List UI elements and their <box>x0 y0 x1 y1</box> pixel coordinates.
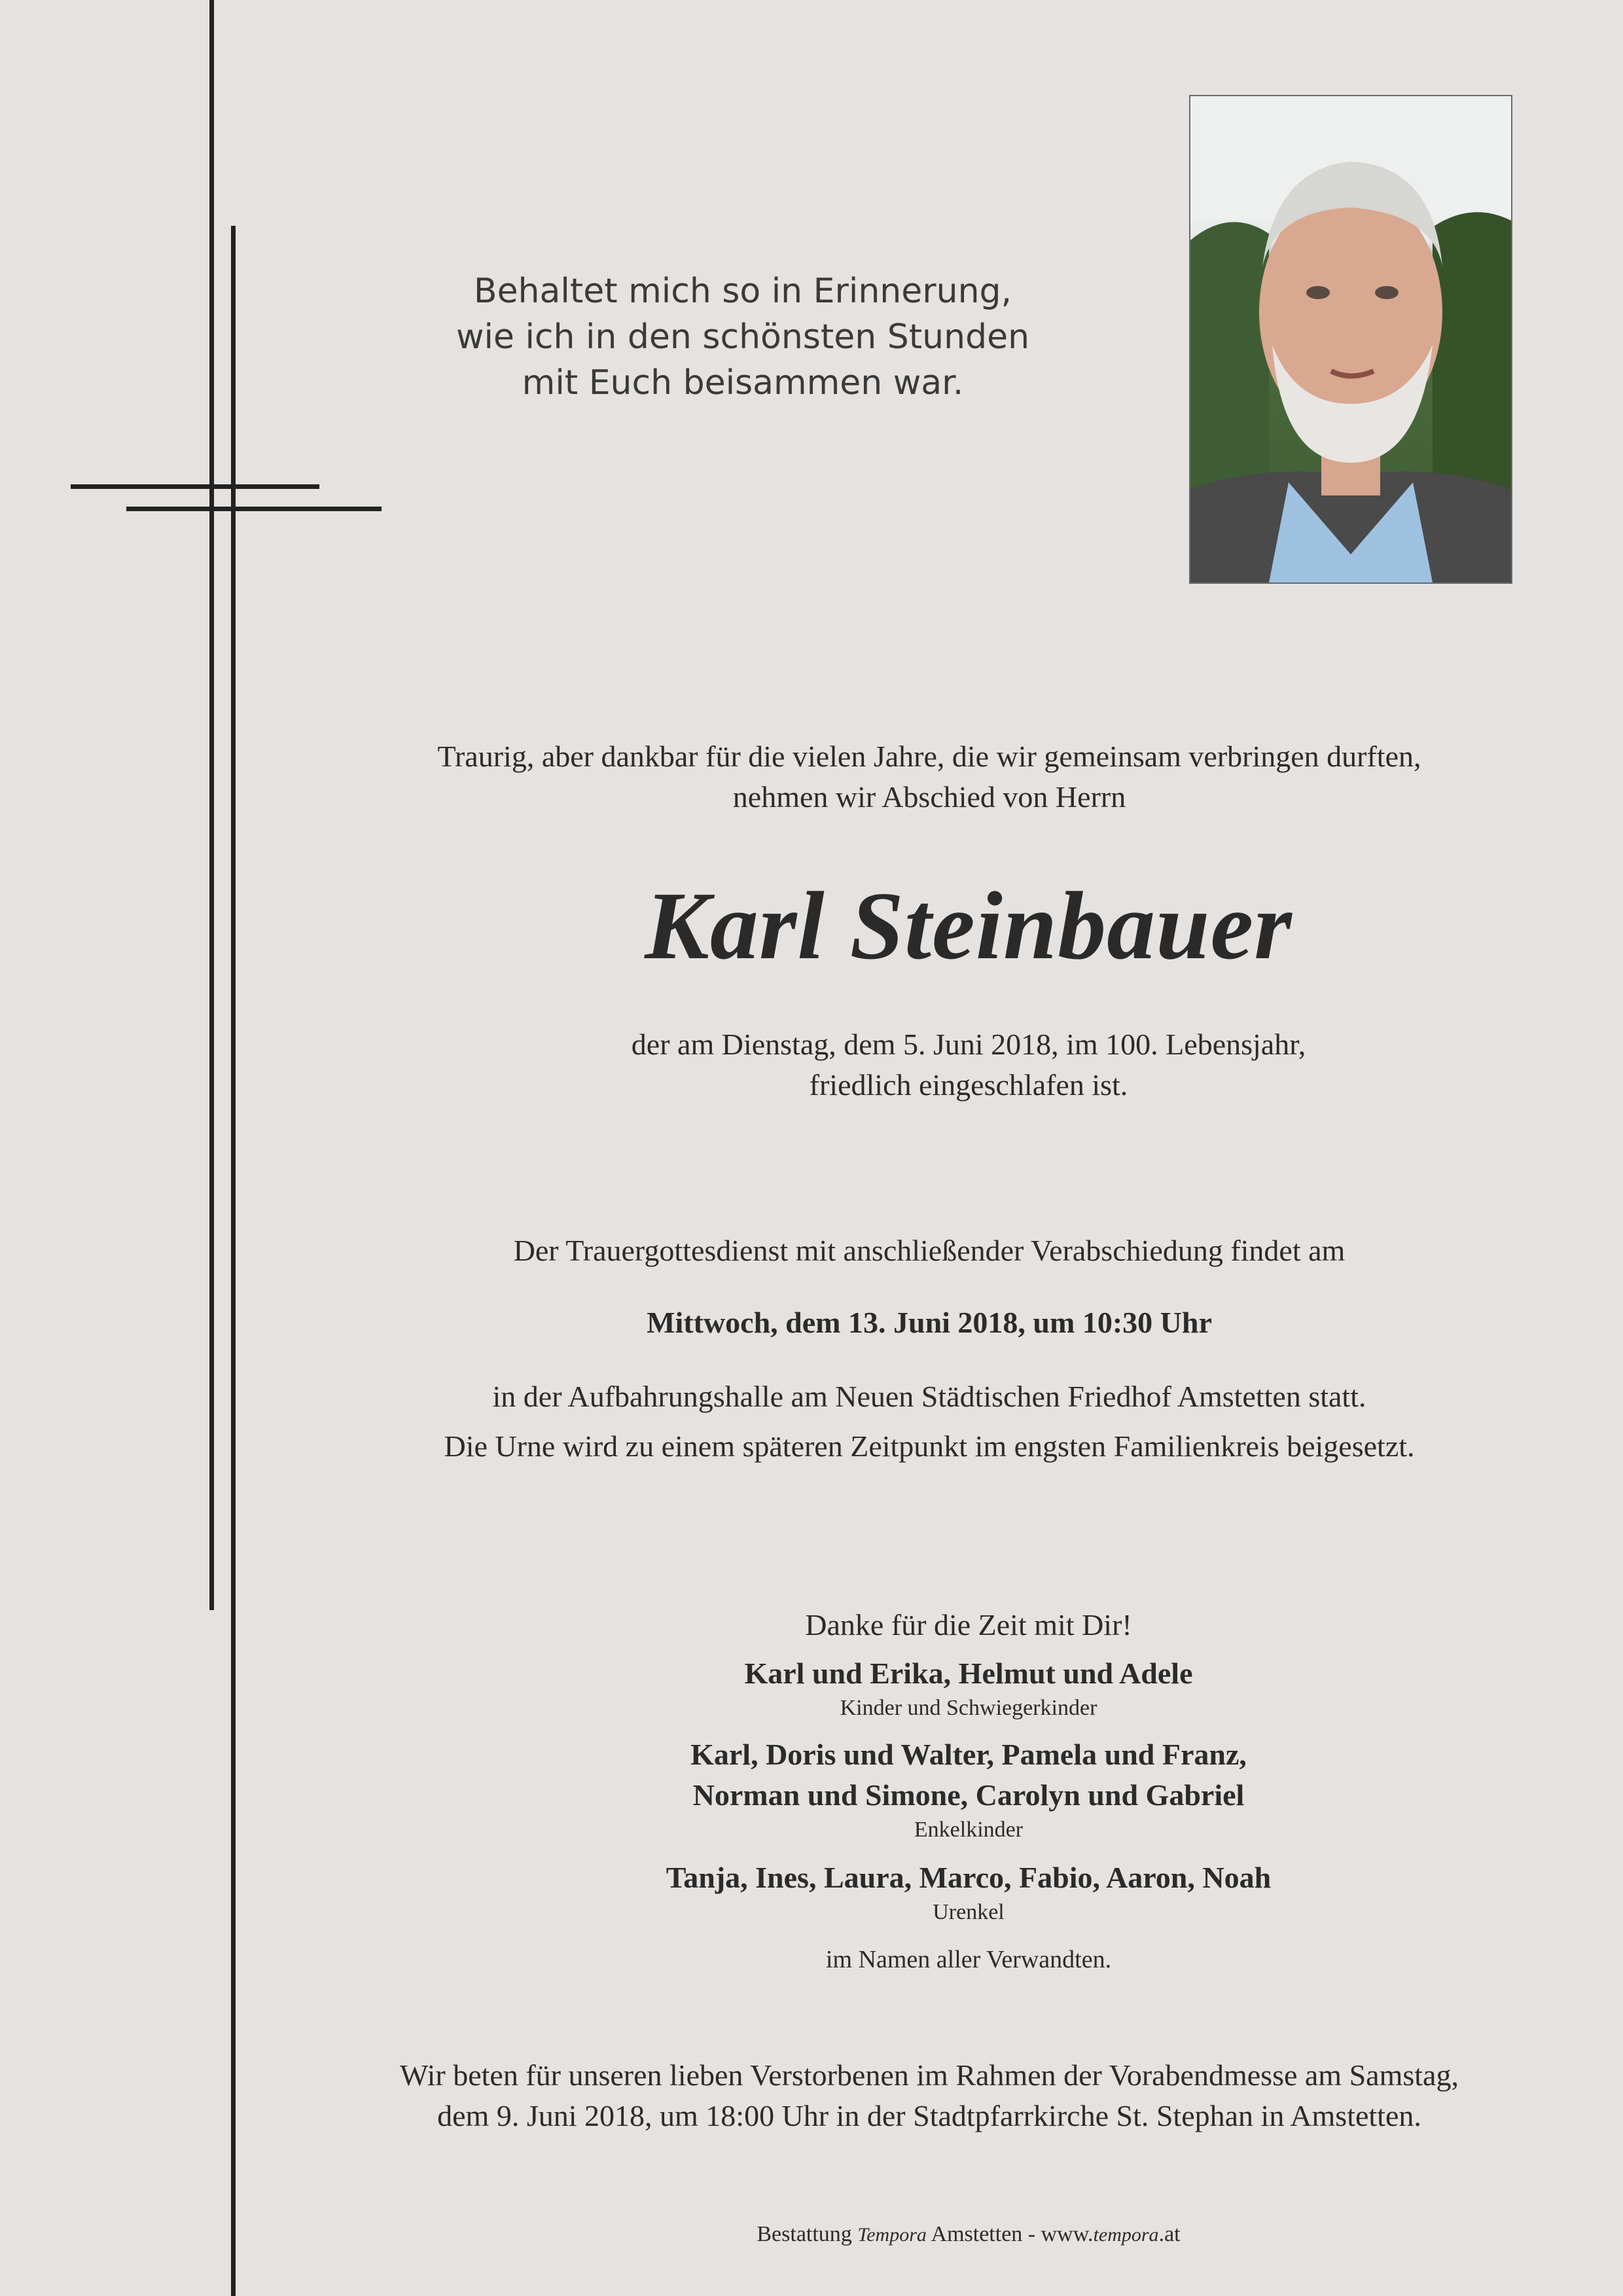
death-line-1: der am Dienstag, dem 5. Juni 2018, im 100. Lebensjahr, <box>631 1028 1306 1061</box>
service-details <box>366 1376 1492 1467</box>
footer-prefix: Bestattung <box>757 2222 852 2246</box>
service-intro: Der Trauergottesdienst mit anschließender Verabschiedung findet am <box>513 1234 1346 1267</box>
grandchildren-label: Enkelkinder <box>914 1818 1024 1842</box>
children-label: Kinder und Schwiegerkinder <box>840 1696 1097 1720</box>
prayer-line-1: Wir beten für unseren lieben Verstorbenen im Rahmen der Vorabendmesse am Samstag, <box>400 2058 1459 2092</box>
cross-right-vertical <box>231 226 236 2296</box>
footer-brand-logo: Tempora <box>857 2224 927 2246</box>
quote-line-1: Behaltet mich so in Erinnerung, <box>473 272 1012 311</box>
service-location: in der Aufbahrungshalle am Neuen Städtischen Friedhof Amstetten statt. <box>492 1380 1366 1413</box>
footer-middle: Amstetten - www. <box>931 2222 1094 2246</box>
footer-url-brand: tempora <box>1093 2224 1159 2246</box>
portrait-photo <box>1189 95 1512 584</box>
footer-suffix: .at <box>1158 2222 1181 2246</box>
mourners-block <box>458 1605 1479 1974</box>
intro-line-2: nehmen wir Abschied von Herrn <box>732 780 1126 814</box>
cross-lower-bar <box>126 507 382 511</box>
urn-notice: Die Urne wird zu einem späteren Zeitpunkt im engsten Familienkreis beigesetzt. <box>444 1429 1415 1463</box>
death-line-2: friedlich eingeschlafen ist. <box>809 1068 1128 1102</box>
memorial-quote <box>366 268 1119 406</box>
portrait-illustration <box>1190 96 1511 583</box>
children-names: Karl und Erika, Helmut und Adele <box>744 1657 1193 1690</box>
great-grandchildren-names: Tanja, Ines, Laura, Marco, Fabio, Aaron, Noah <box>666 1861 1272 1894</box>
cross-upper-bar <box>71 484 319 489</box>
grandchildren-line-2: Norman und Simone, Carolyn und Gabriel <box>692 1778 1245 1812</box>
service-date-time: Mittwoch, dem 13. Juni 2018, um 10:30 Uhr <box>647 1306 1212 1339</box>
intro-text <box>366 736 1492 817</box>
relatives-line: im Namen aller Verwandten. <box>825 1946 1112 1973</box>
great-grandchildren-label: Urenkel <box>933 1900 1005 1924</box>
cross-left-vertical <box>209 0 214 1610</box>
grandchildren-line-1: Karl, Doris und Walter, Pamela und Franz, <box>690 1738 1247 1771</box>
prayer-line-2: dem 9. Juni 2018, um 18:00 Uhr in der Stadtpfarrkirche St. Stephan in Amstetten. <box>437 2099 1421 2132</box>
thanks-line: Danke für die Zeit mit Dir! <box>805 1608 1132 1641</box>
death-notice <box>458 1024 1479 1105</box>
intro-line-1: Traurig, aber dankbar für die vielen Jahre, die wir gemeinsam verbringen durften, <box>437 740 1421 773</box>
quote-line-3: mit Euch beisammen war. <box>522 363 964 403</box>
funeral-home-footer <box>458 2220 1479 2250</box>
deceased-name: Karl Steinbauer <box>645 872 1293 980</box>
quote-line-2: wie ich in den schönsten Stunden <box>455 317 1030 357</box>
prayer-notice <box>366 2055 1492 2136</box>
